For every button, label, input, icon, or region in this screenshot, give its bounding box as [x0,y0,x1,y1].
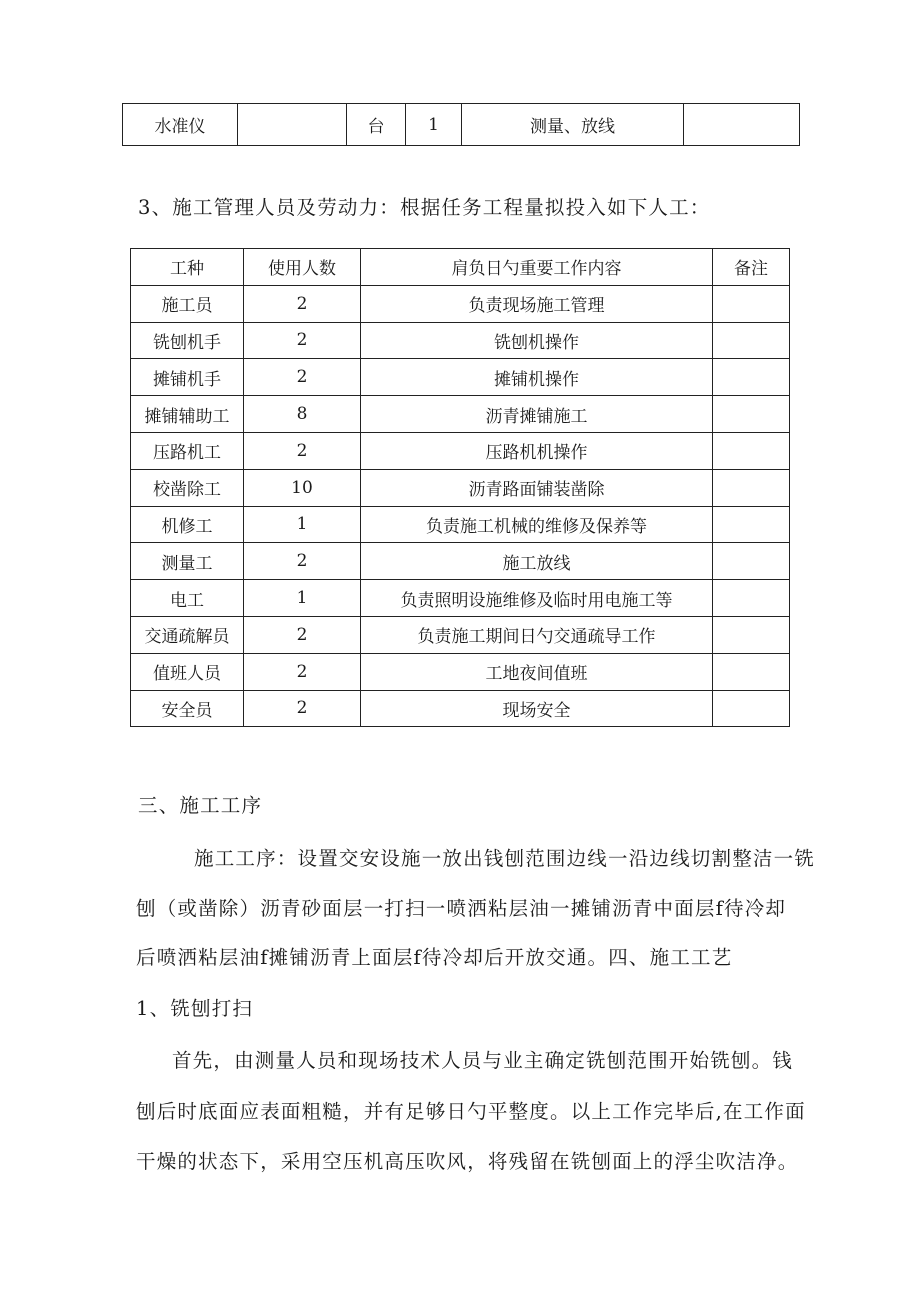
duty-cell: 压路机机操作 [361,432,713,469]
milling-line-3: 干燥的状态下，采用空压机高压吹风，将残留在铣刨面上的浮尘吹洁净。 [136,1150,799,1173]
duty-cell: 负责施工机械的维修及保养等 [361,506,713,543]
note-cell [713,580,790,617]
equipment-unit-cell: 台 [347,104,406,146]
count-cell: 2 [244,653,361,690]
duty-cell: 工地夜间值班 [361,653,713,690]
header-count: 使用人数 [244,249,361,286]
procedure-line-3: 后喷洒粘层油f摊铺沥青上面层f待冷却后开放交通。四、施工工艺 [136,946,733,969]
note-cell [713,396,790,433]
trade-cell: 压路机工 [131,432,244,469]
table-row [123,104,800,146]
table-row [131,469,790,506]
trade-cell: 电工 [131,580,244,617]
duty-cell: 摊铺机操作 [361,359,713,396]
trade-cell: 交通疏解员 [131,616,244,653]
duty-cell: 施工放线 [361,543,713,580]
header-duty: 肩负日勺重要工作内容 [361,249,713,286]
equipment-use-cell: 测量、放线 [462,104,684,146]
note-cell [713,616,790,653]
table-row [131,359,790,396]
table-row [131,690,790,727]
milling-line-1: 首先，由测量人员和现场技术人员与业主确定铣刨范围开始铣刨。钱 [172,1049,794,1072]
duty-cell: 负责施工期间日勺交通疏导工作 [361,616,713,653]
count-cell: 2 [244,543,361,580]
count-cell: 2 [244,285,361,322]
trade-cell: 机修工 [131,506,244,543]
section-3-heading: 3、施工管理人员及劳动力：根据任务工程量拟投入如下人工： [138,196,711,219]
count-cell: 1 [244,580,361,617]
table-row [131,285,790,322]
section-three-heading: 三、施工工序 [138,794,263,817]
note-cell [713,432,790,469]
table-row [131,322,790,359]
header-note: 备注 [713,249,790,286]
duty-cell: 负责现场施工管理 [361,285,713,322]
trade-cell: 摊铺机手 [131,359,244,396]
note-cell [713,469,790,506]
trade-cell: 安全员 [131,690,244,727]
count-cell: 10 [244,469,361,506]
procedure-line-2: 刨（或凿除）沥青砂面层一打扫一喷洒粘层油一摊铺沥青中面层f待冷却 [136,897,787,920]
note-cell [713,690,790,727]
count-cell: 2 [244,322,361,359]
note-cell [713,506,790,543]
duty-cell: 负责照明设施维修及临时用电施工等 [361,580,713,617]
milling-line-2: 刨后时底面应表面粗糙，并有足够日勺平整度。以上工作完毕后,在工作面 [136,1100,806,1123]
table-row [131,432,790,469]
trade-cell: 铣刨机手 [131,322,244,359]
equipment-spec-cell [238,104,347,146]
count-cell: 2 [244,616,361,653]
duty-cell: 沥青摊铺施工 [361,396,713,433]
table-row [131,580,790,617]
equipment-name-cell: 水准仪 [123,104,238,146]
trade-cell: 施工员 [131,285,244,322]
table-row [131,616,790,653]
trade-cell: 摊铺辅助工 [131,396,244,433]
equipment-note-cell [684,104,800,146]
note-cell [713,359,790,396]
note-cell [713,543,790,580]
note-cell [713,653,790,690]
subsection-1-heading: 1、铣刨打扫 [136,997,254,1020]
note-cell [713,322,790,359]
duty-cell: 沥青路面铺装凿除 [361,469,713,506]
duty-cell: 现场安全 [361,690,713,727]
equipment-qty-cell: 1 [406,104,462,146]
trade-cell: 测量工 [131,543,244,580]
trade-cell: 值班人员 [131,653,244,690]
equipment-table [122,103,800,146]
labor-table [130,248,790,727]
header-trade: 工种 [131,249,244,286]
count-cell: 2 [244,359,361,396]
table-row [131,543,790,580]
note-cell [713,285,790,322]
table-header-row [131,249,790,286]
count-cell: 2 [244,432,361,469]
table-row [131,506,790,543]
procedure-line-1: 施工工序：设置交安设施一放出钱刨范围边线一沿边线切割整洁一铣 [194,847,816,870]
table-row [131,653,790,690]
count-cell: 8 [244,396,361,433]
table-row [131,396,790,433]
duty-cell: 铣刨机操作 [361,322,713,359]
trade-cell: 校凿除工 [131,469,244,506]
count-cell: 1 [244,506,361,543]
count-cell: 2 [244,690,361,727]
